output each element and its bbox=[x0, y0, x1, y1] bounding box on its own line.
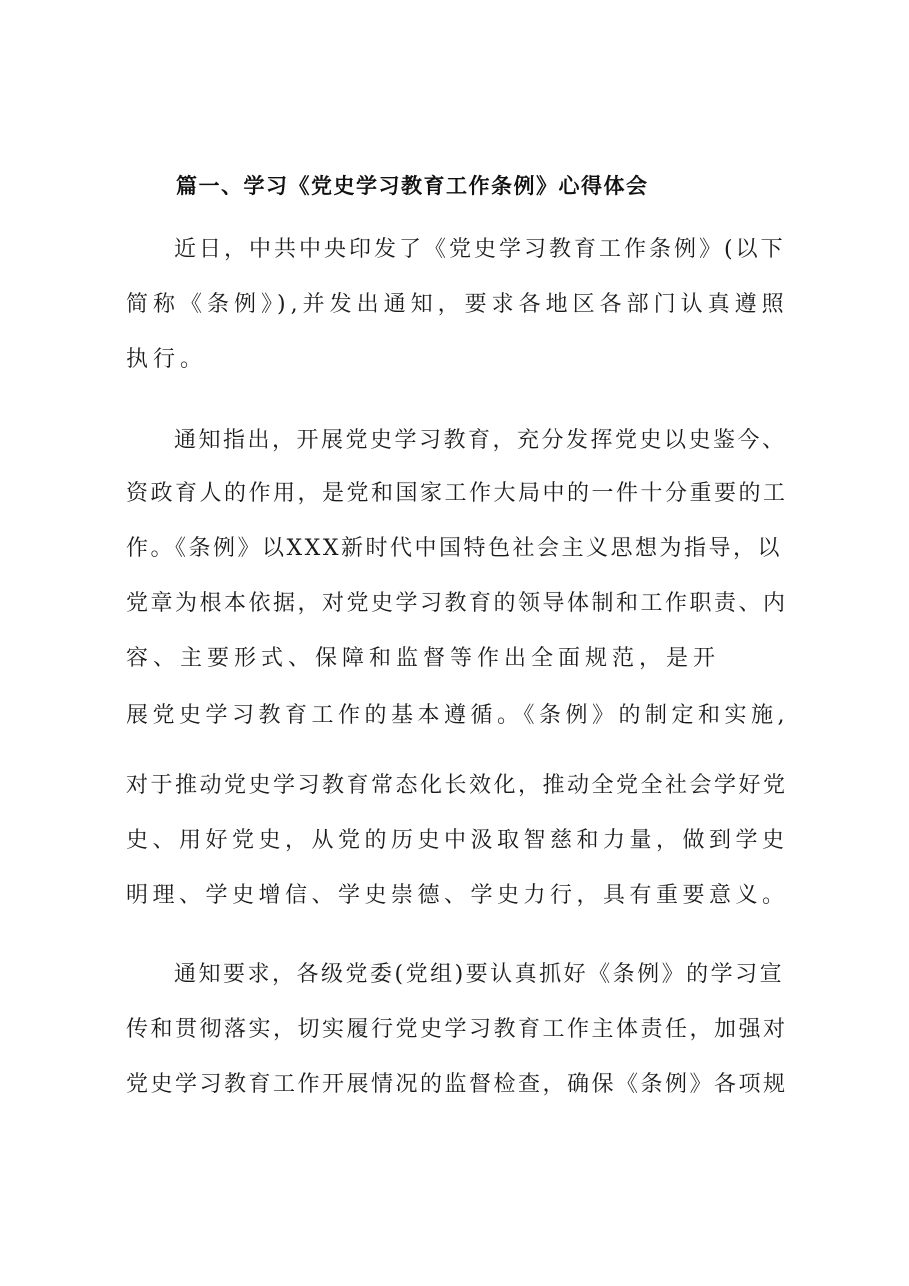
paragraph-2-line-7: 对于推动党史学习教育常态化长效化，推动全党全社会学好党 bbox=[126, 773, 788, 798]
paragraph-3-line-2: 传和贯彻落实，切实履行党史学习教育工作主体责任，加强对 bbox=[126, 1017, 788, 1042]
paragraph-2-line-9: 明理、学史增信、学史崇德、学史力行，具有重要意义。 bbox=[126, 883, 789, 908]
paragraph-2-line-1: 通知指出，开展党史学习教育，充分发挥党史以史鉴今、 bbox=[174, 428, 787, 453]
paragraph-2-line-4: 党章为根本依据，对党史学习教育的领导体制和工作职责、内 bbox=[126, 591, 788, 616]
paragraph-2-line-3: 作。《条例》以XXX新时代中国特色社会主义思想为指导，以 bbox=[126, 536, 782, 561]
paragraph-2-line-5: 容、主要形式、保障和监督等作出全面规范，是开 bbox=[126, 646, 721, 671]
paragraph-1-line-2: 简称《条例》),并发出通知，要求各地区各部门认真遵照 bbox=[126, 292, 789, 317]
paragraph-1-line-3: 执行。 bbox=[126, 347, 208, 372]
paragraph-2-line-8: 史、用好党史，从党的历史中汲取智慈和力量，做到学史 bbox=[126, 828, 789, 853]
document-title: 篇一、学习《党史学习教育工作条例》心得体会 bbox=[176, 174, 649, 198]
paragraph-2-line-6: 展党史学习教育工作的基本遵循。《条例》的制定和实施, bbox=[126, 703, 789, 728]
paragraph-3-line-3: 党史学习教育工作开展情况的监督检查，确保《条例》各项规 bbox=[126, 1072, 788, 1097]
paragraph-3-line-1: 通知要求，各级党委(党组)要认真抓好《条例》的学习宣 bbox=[174, 962, 785, 987]
paragraph-1-line-1: 近日，中共中央印发了《党史学习教育工作条例》(以下 bbox=[174, 237, 786, 262]
paragraph-2-line-2: 资政育人的作用，是党和国家工作大局中的一件十分重要的工 bbox=[126, 481, 788, 506]
